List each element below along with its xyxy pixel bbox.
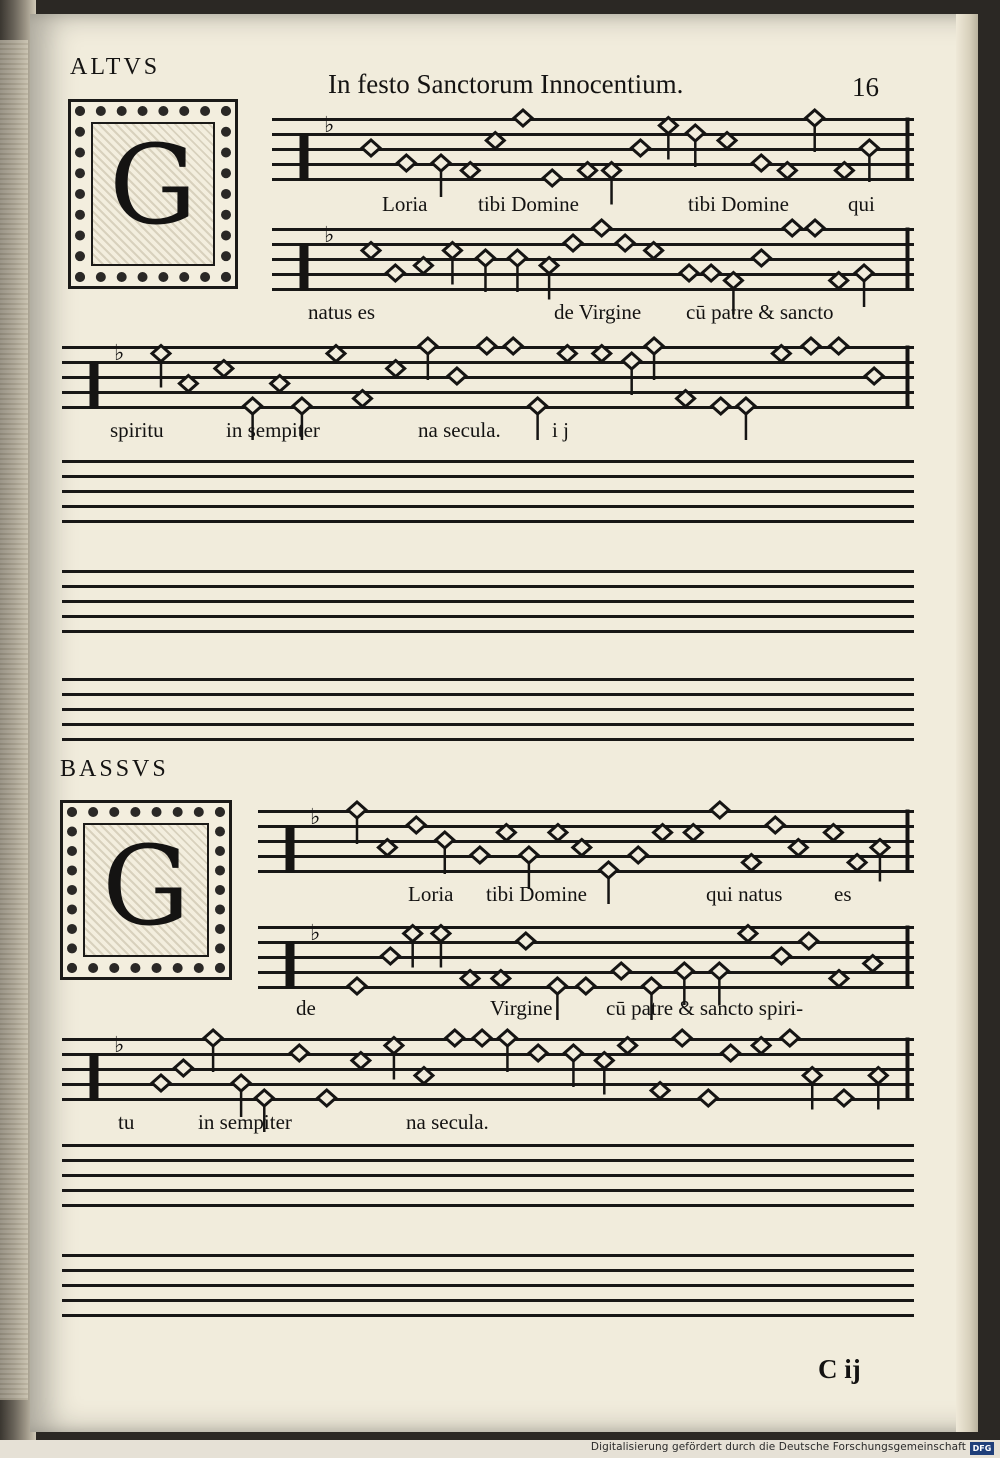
altus-notes-1 bbox=[272, 98, 914, 198]
altus-notes-2 bbox=[272, 208, 914, 308]
altus-lyric-3-3: na secula. bbox=[418, 418, 501, 442]
svg-text:♭: ♭ bbox=[114, 340, 125, 365]
altus-lyric-3-1: spiritu bbox=[110, 418, 164, 442]
bassus-lyric-1-1: Loria bbox=[408, 882, 454, 906]
footer-funding-text: Digitalisierung gefördert durch die Deutsche Forschungsgemeinschaft bbox=[590, 1441, 966, 1453]
voice-label-bassus: BASSVS bbox=[60, 756, 169, 782]
bassus-lyric-2-1: de bbox=[296, 996, 316, 1020]
initial-letter: G bbox=[102, 822, 190, 950]
page-title: In festo Sanctorum Innocentium. bbox=[328, 69, 684, 99]
empty-staff-3 bbox=[62, 678, 914, 740]
altus-lyric-3-4: i j bbox=[552, 418, 569, 442]
decorated-initial-bassus bbox=[60, 800, 232, 980]
initial-woodcut bbox=[91, 122, 215, 266]
bassus-lyric-1-3: qui natus bbox=[706, 882, 783, 906]
svg-text:♭: ♭ bbox=[324, 222, 335, 247]
altus-lyric-2-1: natus es bbox=[308, 300, 376, 324]
altus-lyric-1-2: tibi Domine bbox=[478, 192, 579, 216]
svg-text:♭: ♭ bbox=[310, 804, 321, 829]
page-edge bbox=[956, 14, 978, 1432]
bassus-lyric-3-2: in sempiter bbox=[198, 1110, 292, 1134]
altus-notes-3 bbox=[62, 326, 914, 426]
binding-page-stack bbox=[0, 40, 28, 1400]
signature-mark: C ij bbox=[818, 1354, 861, 1384]
page-number: 16 bbox=[852, 72, 879, 102]
empty-staff-1 bbox=[62, 460, 914, 522]
bassus-lyric-1-4: es bbox=[834, 882, 852, 906]
bassus-lyric-3-3: na secula. bbox=[406, 1110, 489, 1134]
bassus-notes-3 bbox=[62, 1018, 914, 1118]
empty-staff-5 bbox=[62, 1254, 914, 1316]
altus-lyric-2-3: cū patre & sancto bbox=[686, 300, 834, 324]
altus-lyric-1-4: qui bbox=[848, 192, 875, 216]
altus-lyric-2-2: de Virgine bbox=[554, 300, 642, 324]
bassus-lyric-2-3: cū patre & sancto spiri- bbox=[606, 996, 804, 1020]
svg-text:♭: ♭ bbox=[114, 1032, 125, 1057]
book-page bbox=[30, 14, 978, 1432]
footer-bar bbox=[0, 1440, 1000, 1458]
bassus-lyric-3-1: tu bbox=[118, 1110, 135, 1134]
bassus-notes-1 bbox=[258, 790, 914, 890]
svg-text:♭: ♭ bbox=[310, 920, 321, 945]
voice-label-altus: ALTVS bbox=[70, 54, 161, 80]
empty-staff-2 bbox=[62, 570, 914, 632]
dfg-logo-icon: DFG bbox=[970, 1442, 994, 1455]
altus-lyric-1-3: tibi Domine bbox=[688, 192, 789, 216]
altus-lyric-1-1: Loria bbox=[382, 192, 428, 216]
altus-lyric-3-2: in sempiter bbox=[226, 418, 320, 442]
initial-letter: G bbox=[109, 121, 197, 249]
empty-staff-4 bbox=[62, 1144, 914, 1206]
svg-text:♭: ♭ bbox=[324, 112, 335, 137]
bassus-lyric-1-2: tibi Domine bbox=[486, 882, 587, 906]
bassus-lyric-2-2: Virgine bbox=[490, 996, 553, 1020]
bassus-notes-2 bbox=[258, 906, 914, 1006]
initial-woodcut bbox=[83, 823, 209, 957]
decorated-initial-altus bbox=[68, 99, 238, 289]
